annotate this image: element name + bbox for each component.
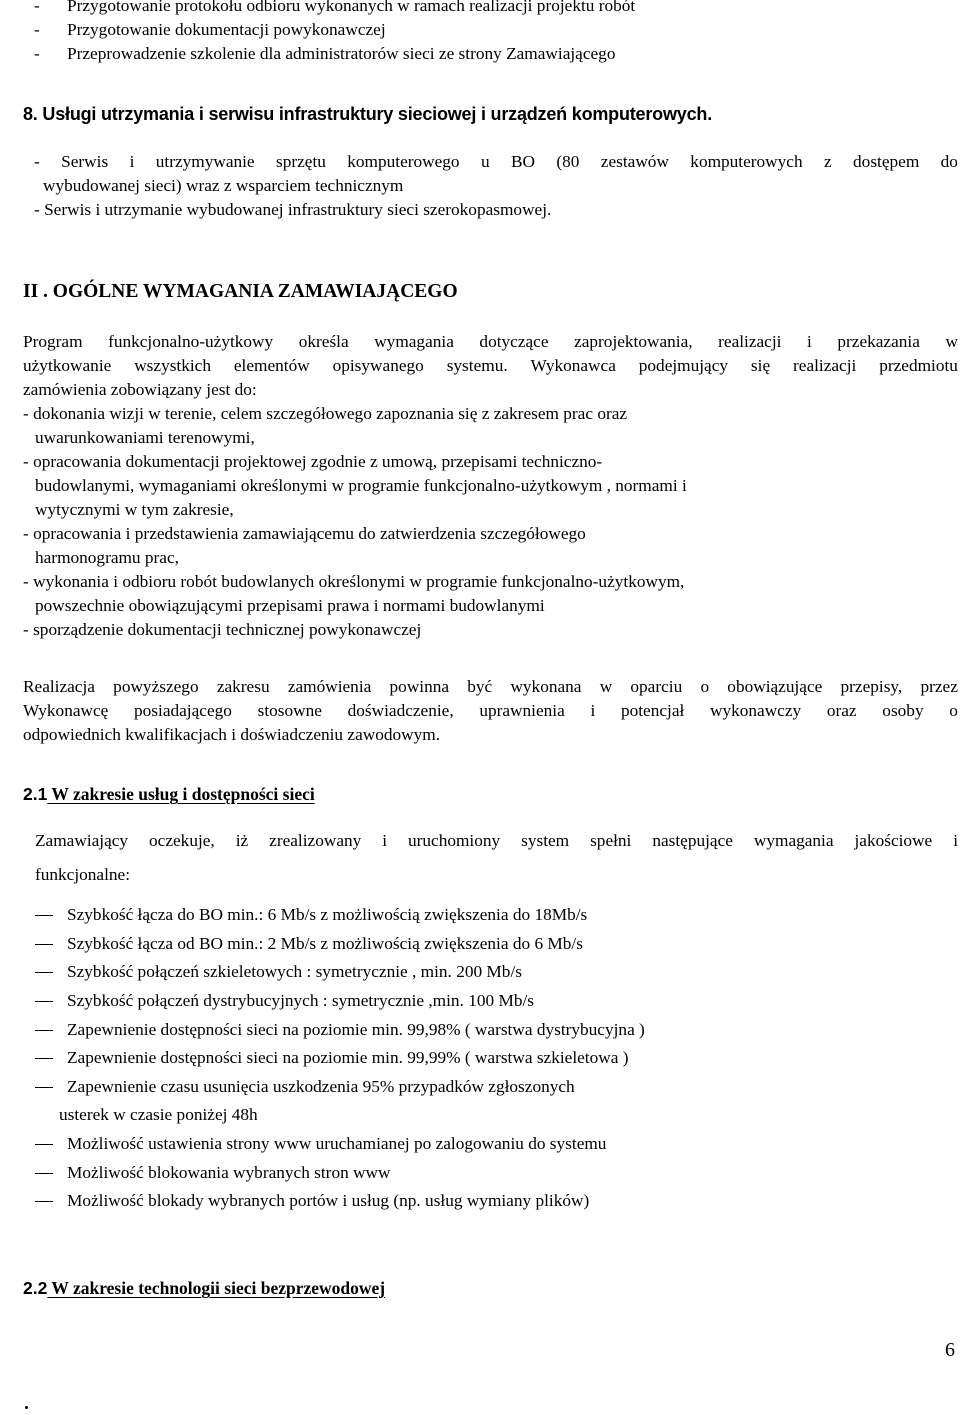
word: dotyczące [479,332,549,351]
section-2-heading: II . OGÓLNE WYMAGANIA ZAMAWIAJĄCEGO [23,281,458,302]
dash-bullet [35,1030,53,1031]
paragraph-2-line-1 [23,675,958,699]
obligation-line: - sporządzenie dokumentacji technicznej powykonawczej [23,620,422,639]
paragraph-1-line-1 [23,330,958,354]
paragraph-2-line-3: odpowiednich kwalifikacjach i doświadczeniu zawodowym. [23,725,441,744]
word: Program [23,332,83,351]
word: uprawnienia [479,701,565,720]
word: w [945,332,958,351]
word: użytkowanie [23,356,112,375]
word: przepisy, [840,677,903,696]
word: system [521,831,570,850]
word: realizacji [793,356,857,375]
word: oraz [826,701,857,720]
word: określa [298,332,349,351]
paragraph-1-line-2 [23,354,958,378]
word: do [940,152,958,171]
word: u [480,152,490,171]
subsection-2-1-intro-line-1 [35,829,958,853]
top-list-item: Przygotowanie dokumentacji powykonawczej [67,20,386,39]
word: i [590,701,596,720]
word: być [467,677,493,696]
requirement-item: Zapewnienie dostępności sieci na poziomie min. 99,98% ( warstwa dystrybucyjna ) [67,1020,645,1039]
word: przez [920,677,958,696]
obligation-line: - opracowania dokumentacji projektowej zgodnie z umową, przepisami techniczno- [23,452,603,471]
word: sprzętu [275,152,326,171]
list-dash: - [34,0,40,15]
obligation-line: wytycznymi w tym zakresie, [35,500,234,519]
word: zrealizowany [269,831,362,850]
word: i [807,332,812,351]
dash-bullet [35,1058,53,1059]
word: Wykonawca [530,356,616,375]
requirement-item: Możliwość blokady wybranych portów i usług (np. usług wymiany plików) [67,1191,590,1210]
dash-bullet [35,1144,53,1145]
word: przedmiotu [879,356,958,375]
requirement-item: Zapewnienie dostępności sieci na poziomie min. 99,99% ( warstwa szkieletowa ) [67,1048,629,1067]
word: następujące [652,831,733,850]
word: doświadczenie, [347,701,454,720]
dash-bullet [35,1173,53,1174]
top-list-item: Przeprowadzenie szkolenie dla administratorów sieci ze strony Zamawiającego [67,44,616,63]
requirement-item: Możliwość ustawienia strony www uruchamianej po zalogowaniu do systemu [67,1134,607,1153]
section-8-line-2: wybudowanej sieci) wraz z wsparciem technicznym [43,176,404,195]
word: oparciu [630,677,683,696]
requirement-item: Szybkość łącza do BO min.: 6 Mb/s z możliwością zwiększenia do 18Mb/s [67,905,588,924]
word: jakościowe [854,831,933,850]
word: zaprojektowania, [574,332,693,351]
word: BO [510,152,535,171]
word: utrzymywanie [155,152,255,171]
obligation-line: - opracowania i przedstawienia zamawiającemu do zatwierdzenia szczegółowego [23,524,586,543]
word: podejmujący [638,356,729,375]
obligation-line: powszechnie obowiązującymi przepisami prawa i normami budowlanymi [35,596,545,615]
section-8-line-3: - Serwis i utrzymanie wybudowanej infrastruktury sieci szerokopasmowej. [34,200,552,219]
section-8-line-1 [34,150,958,174]
word: - [34,152,40,171]
list-dash: - [34,20,40,39]
word: się [750,356,771,375]
obligation-line: - dokonania wizji w terenie, celem szczegółowego zapoznania się z zakresem prac oraz [23,404,628,423]
word: realizacji [718,332,782,351]
obligation-line: budowlanymi, wymaganiami określonymi w programie funkcjonalno-użytkowym , normami i [35,476,687,495]
obligation-line: uwarunkowaniami terenowymi, [35,428,255,447]
subsection-title: W zakresie technologii sieci bezprzewodowej [47,1278,386,1298]
word: obowiązujące [727,677,823,696]
dash-bullet [35,1201,53,1202]
section-8-heading: 8. Usługi utrzymania i serwisu infrastruktury sieciowej i urządzeń komputerowych. [23,104,712,124]
word: systemu. [446,356,508,375]
list-dash: - [34,44,40,63]
obligation-line: harmonogramu prac, [35,548,179,567]
word: posiadającego [134,701,232,720]
paragraph-1-line-3: zamówienia zobowiązany jest do: [23,380,257,399]
word: Zamawiający [35,831,129,850]
dash-bullet [35,1087,53,1088]
subsection-title: W zakresie usług i dostępności sieci [47,784,315,804]
word: i [953,831,958,850]
word: wymagania [753,831,834,850]
word: zamówienia [287,677,372,696]
top-list-item: Przygotowanie protokołu odbioru wykonanych w ramach realizacji projektu robót [67,0,636,15]
subsection-number: 2.2 [23,1278,48,1298]
word: opisywanego [332,356,424,375]
word: osoby [882,701,924,720]
subsection-2-1-heading [23,782,315,806]
word: wykonawczy [709,701,802,720]
word: komputerowych [690,152,803,171]
word: wymagania [374,332,454,351]
requirement-item: Szybkość połączeń dystrybucyjnych : symetrycznie ,min. 100 Mb/s [67,991,534,1010]
word: zestawów [600,152,669,171]
word: wykonana [510,677,582,696]
word: stosowne [257,701,322,720]
subsection-2-1-intro-line-2: funkcjonalne: [35,865,131,884]
subsection-2-2-heading [23,1276,385,1300]
word: (80 [556,152,580,171]
obligation-line: - wykonania i odbioru robót budowlanych określonymi w programie funkcjonalno-użytkowym, [23,572,685,591]
requirement-item: Szybkość połączeń szkieletowych : symetrycznie , min. 200 Mb/s [67,962,522,981]
dash-bullet [35,944,53,945]
word: zakresu [216,677,270,696]
word: powinna [389,677,450,696]
word: Realizacja [23,677,95,696]
word: w [599,677,613,696]
word: o [700,677,710,696]
requirement-item: Zapewnienie czasu usunięcia uszkodzenia 95% przypadków zgłoszonych [67,1077,575,1096]
dash-bullet [35,972,53,973]
dash-bullet [35,915,53,916]
word: funkcjonalno-użytkowy [108,332,274,351]
word: o [949,701,958,720]
word: dostępem [853,152,920,171]
footer-dot [25,1406,28,1409]
dash-bullet [35,1001,53,1002]
page-number: 6 [945,1339,955,1361]
word: spełni [590,831,632,850]
word: i [382,831,388,850]
word: potencjał [620,701,685,720]
paragraph-2-line-2 [23,699,958,723]
requirement-item: Szybkość łącza od BO min.: 2 Mb/s z możliwością zwiększenia do 6 Mb/s [67,934,583,953]
word: wszystkich [134,356,211,375]
word: oczekuje, [149,831,215,850]
subsection-number: 2.1 [23,784,48,804]
word: z [823,152,832,171]
requirement-item: Możliwość blokowania wybranych stron www [67,1163,391,1182]
word: przekazania [837,332,920,351]
word: komputerowego [347,152,460,171]
word: i [129,152,135,171]
word: Serwis [61,152,109,171]
word: elementów [233,356,310,375]
word: powyższego [113,677,199,696]
word: uruchomiony [408,831,501,850]
word: Wykonawcę [23,701,109,720]
word: iż [235,831,249,850]
requirement-item-continuation: usterek w czasie poniżej 48h [59,1105,258,1124]
